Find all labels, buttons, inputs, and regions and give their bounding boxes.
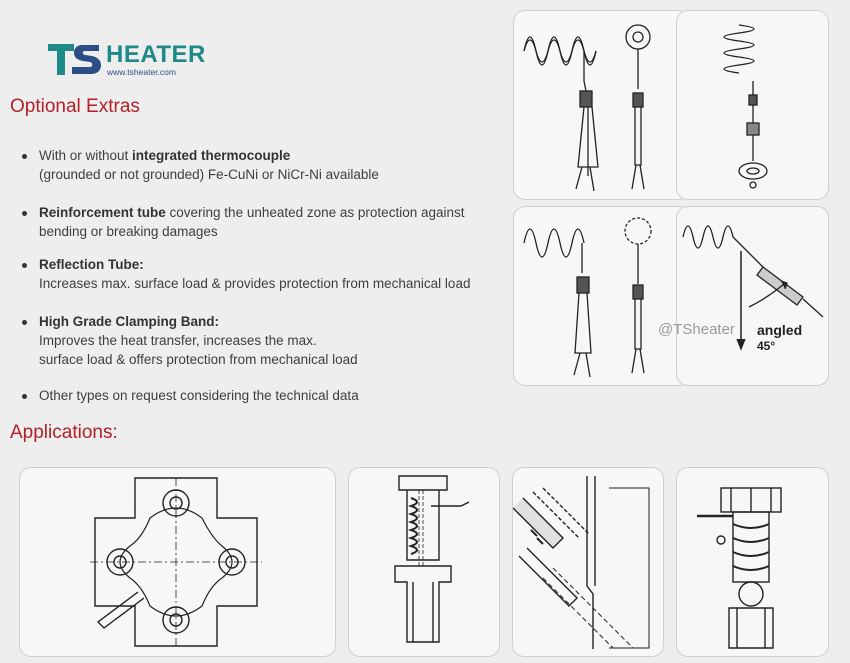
applications-title: Applications: xyxy=(10,422,118,443)
list-item xyxy=(22,386,502,405)
angle-value: 45° xyxy=(757,339,776,353)
application-cross-plate xyxy=(19,467,336,657)
item-text: With or without xyxy=(39,148,133,163)
item-bold: High Grade Clamping Band: xyxy=(39,314,220,329)
list-item xyxy=(22,146,502,184)
item-bold: integrated thermocouple xyxy=(132,148,291,163)
brand-name: HEATER xyxy=(106,41,206,68)
figure-thermocouple-coil xyxy=(513,10,691,200)
item-bold: Reflection Tube: xyxy=(39,257,144,272)
ts-logo-icon xyxy=(46,40,102,78)
application-nozzle xyxy=(348,467,500,657)
brand-logo[interactable] xyxy=(46,40,206,84)
application-hot-runner xyxy=(512,467,664,657)
item-line2: Improves the heat transfer, increases the max. xyxy=(39,333,317,348)
list-item xyxy=(22,255,502,293)
bullet-icon xyxy=(22,263,27,268)
figure-reflection-tube xyxy=(513,206,691,386)
list-item xyxy=(22,203,502,241)
item-text: Other types on request considering the technical data xyxy=(39,388,359,403)
bullet-icon xyxy=(22,320,27,325)
list-item xyxy=(22,312,502,369)
item-line2: Increases max. surface load & provides protection from mechanical load xyxy=(39,276,471,291)
optional-extras-title: Optional Extras xyxy=(10,96,140,117)
figure-ring-coil xyxy=(676,10,829,200)
watermark: @TSheater xyxy=(658,321,735,338)
item-line2: (grounded or not grounded) Fe-CuNi or NiCr-Ni available xyxy=(39,167,379,182)
application-clamp xyxy=(676,467,829,657)
coil-spring-icon xyxy=(524,37,598,191)
bullet-icon xyxy=(22,211,27,216)
bullet-icon xyxy=(22,154,27,159)
item-line3: surface load & offers protection from mechanical load xyxy=(39,352,358,367)
bullet-icon xyxy=(22,394,27,399)
item-bold: Reinforcement tube xyxy=(39,205,166,220)
item-text: covering the unheated zone as protection against xyxy=(165,205,465,220)
item-line2: bending or breaking damages xyxy=(39,224,218,239)
figure-angled-45 xyxy=(676,206,829,386)
brand-url[interactable]: www.tsheater.com xyxy=(107,67,176,77)
angled-label: angled xyxy=(757,322,803,338)
ring-terminal-icon xyxy=(626,25,650,189)
